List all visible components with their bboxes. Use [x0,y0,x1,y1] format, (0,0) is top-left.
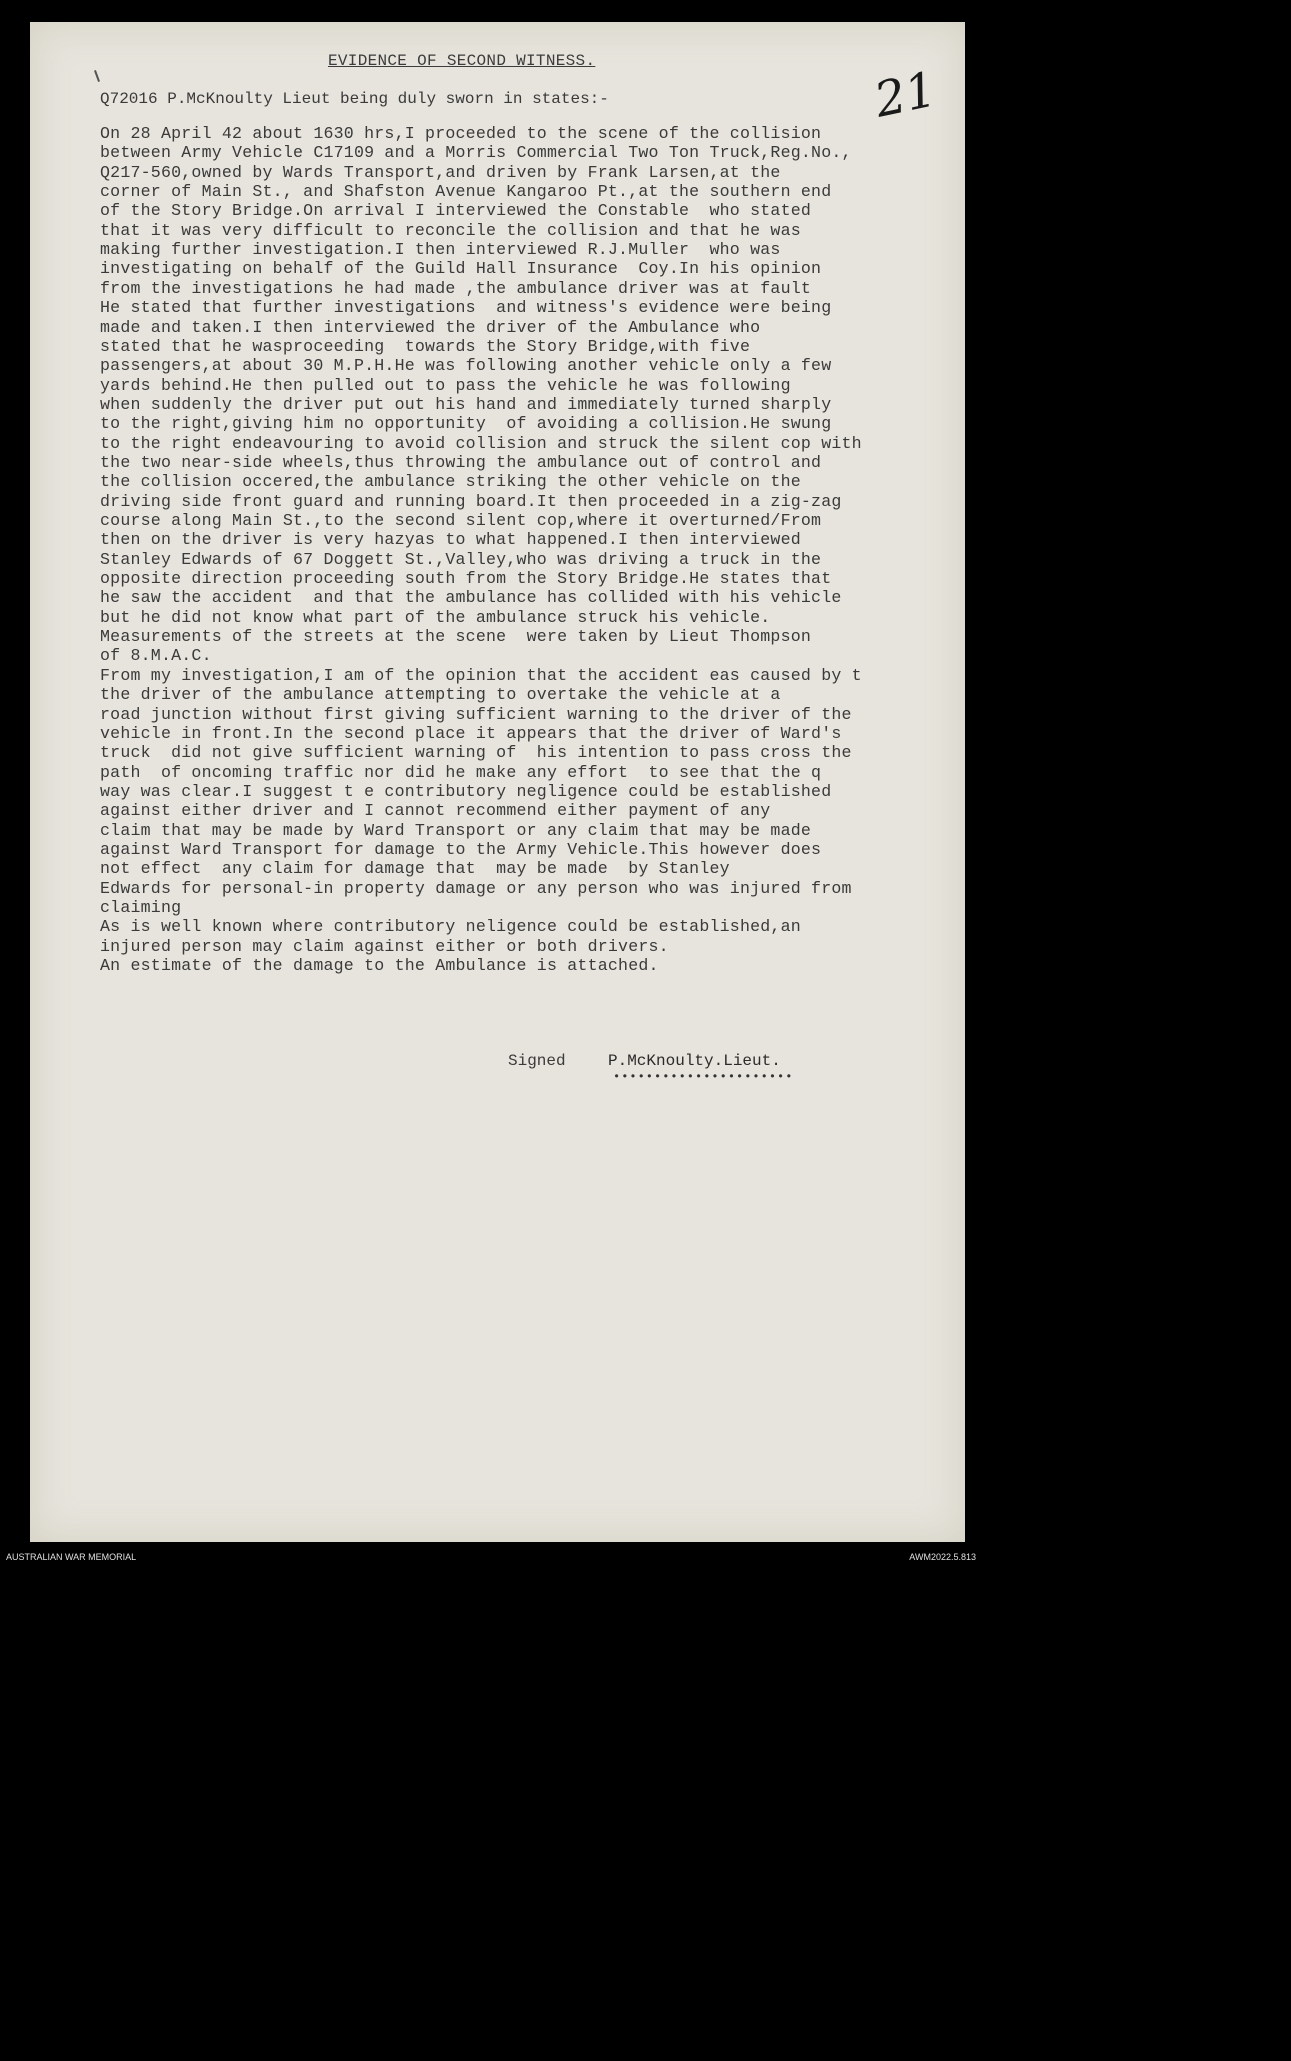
statement-line: he saw the accident and that the ambulance has collided with his vehicle [100,588,842,608]
statement-line: driving side front guard and running board.It then proceeded in a zig-zag [100,491,842,511]
statement-line: but he did not know what part of the ambulance struck his vehicle. [100,607,771,627]
statement-line: of the Story Bridge.On arrival I interviewed the Constable who stated [100,201,812,221]
statement-line: yards behind.He then pulled out to pass the vehicle he was following [100,375,791,395]
statement-line: Measurements of the streets at the scene were taken by Lieut Thompson [100,627,812,647]
statement-line: when suddenly the driver put out his hand and immediately turned sharply [100,394,832,414]
statement-line: the driver of the ambulance attempting to overtake the vehicle at a [100,685,781,705]
statement-line: against either driver and I cannot recommend either payment of any [100,801,771,821]
statement-line: course along Main St.,to the second silent cop,where it overturned/From [100,511,822,530]
statement-line: that it was very difficult to reconcile the collision and that he was [100,220,801,240]
statement-line: opposite direction proceeding south from the Story Bridge.He states that [100,569,832,589]
pen-mark [94,70,100,82]
witness-intro: Q72016 P.McKnoulty Lieut being duly sworn in states:- [100,90,609,108]
statement-line: of 8.M.A.C. [100,646,212,666]
statement-line: the two near-side wheels,thus throwing the ambulance out of control and [100,452,822,472]
statement-line: way was clear.I suggest t e contributory negligence could be established [100,781,832,801]
statement-line: Edwards for personal-in property damage or any person who was injured from [100,878,852,898]
statement-line: making further investigation.I then interviewed R.J.Muller who was [100,240,781,260]
signed-label: Signed [508,1052,566,1070]
statement-line: injured person may claim against either or both drivers. [100,936,669,956]
statement-line: to the right,giving him no opportunity of avoiding a collision.He swung [100,414,832,434]
statement-line: An estimate of the damage to the Ambulance is attached. [100,956,659,976]
statement-line: claiming [100,898,182,917]
document-title: EVIDENCE OF SECOND WITNESS. [328,52,596,70]
statement-line: not effect any claim for damage that may be made by Stanley [100,859,730,879]
statement-line: from the investigations he had made ,the ambulance driver was at fault [100,278,812,298]
signatory-name: P.McKnoulty.Lieut. [608,1052,781,1070]
statement-line: claim that may be made by Ward Transport or any claim that may be made [100,820,812,840]
statement-line: the collision occered,the ambulance striking the other vehicle on the [100,472,801,492]
statement-line: He stated that further investigations and witness's evidence were being [100,298,832,318]
statement-line: road junction without first giving sufficient warning to the driver of the [100,704,852,724]
footer-institution: AUSTRALIAN WAR MEMORIAL [6,1552,137,1562]
statement-line: As is well known where contributory neligence could be established,an [100,917,801,937]
signature-dots: •••••••••••••••••••••• [613,1070,794,1084]
statement-line: truck did not give sufficient warning of his intention to pass cross the [100,743,852,763]
statement-line: Q217-560,owned by Wards Transport,and driven by Frank Larsen,at the [100,162,781,182]
document-page [30,22,965,1542]
statement-line: corner of Main St., and Shafston Avenue Kangaroo Pt.,at the southern end [100,182,832,202]
statement-line: vehicle in front.In the second place it appears that the driver of Ward's [100,723,842,743]
statement-line: From my investigation,I am of the opinion that the accident eas caused by t [100,665,862,685]
handwritten-page-number: 21 [869,61,942,129]
statement-line: On 28 April 42 about 1630 hrs,I proceeded to the scene of the collision [100,124,822,143]
statement-line: passengers,at about 30 M.P.H.He was following another vehicle only a few [100,356,832,376]
statement-line: made and taken.I then interviewed the driver of the Ambulance who [100,317,761,337]
statement-line: against Ward Transport for damage to the Army Vehicle.This however does [100,839,822,859]
statement-line: between Army Vehicle C17109 and a Morris Commercial Two Ton Truck,Reg.No., [100,143,852,163]
statement-line: investigating on behalf of the Guild Hall Insurance Coy.In his opinion [100,259,822,279]
statement-line: Stanley Edwards of 67 Doggett St.,Valley,who was driving a truck in the [100,549,822,569]
statement-line: stated that he wasproceeding towards the Story Bridge,with five [100,336,751,356]
statement-line: path of oncoming traffic nor did he make any effort to see that the q [100,762,822,782]
footer-accession-number: AWM2022.5.813 [909,1552,976,1562]
statement-line: to the right endeavouring to avoid collision and struck the silent cop with [100,433,862,453]
statement-line: then on the driver is very hazyas to what happened.I then interviewed [100,530,801,550]
